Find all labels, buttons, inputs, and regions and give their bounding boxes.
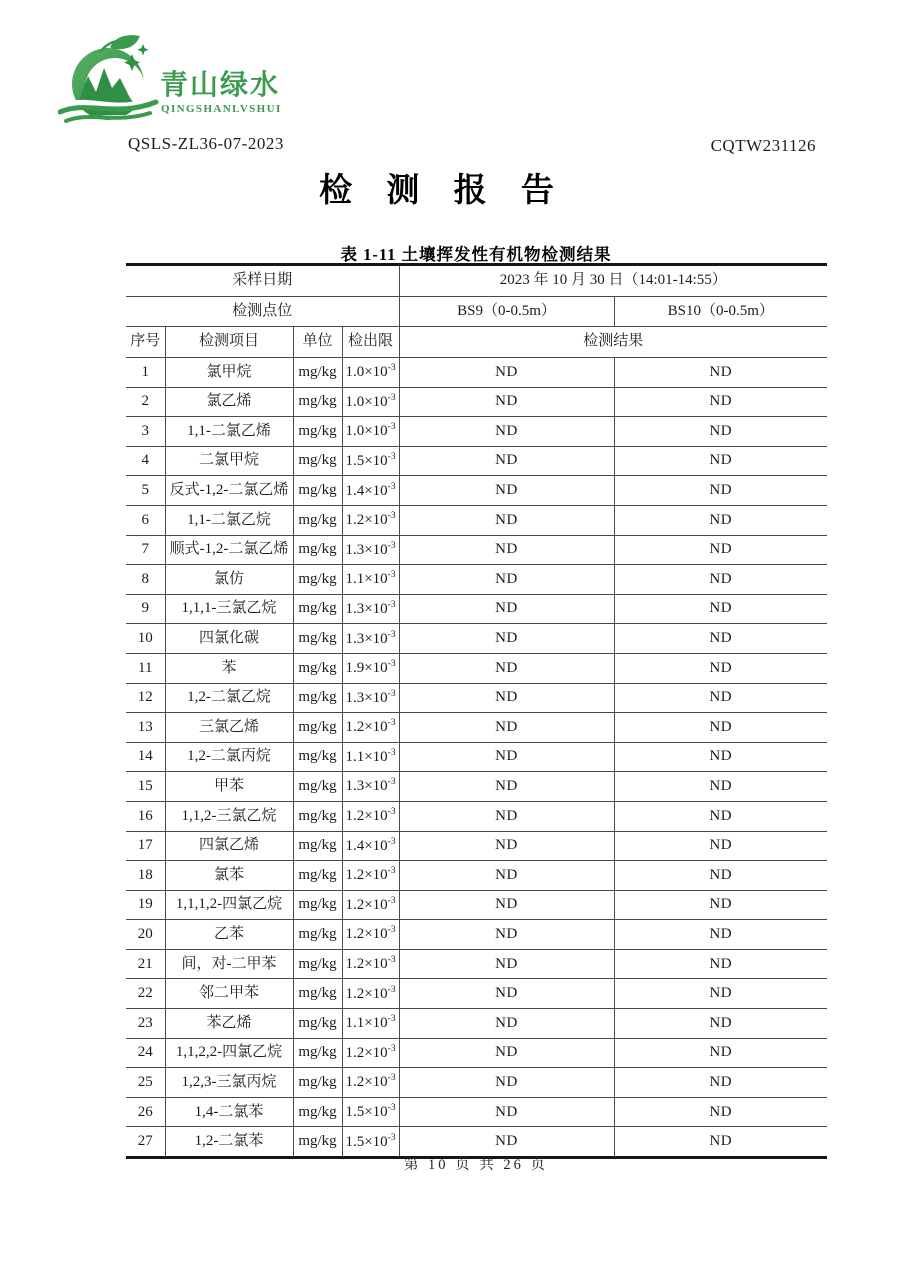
item-name: 1,2,3-三氯丙烷 [165, 1068, 293, 1098]
col-header-no: 序号 [126, 327, 165, 358]
detection-limit: $1.1\times 10^{-3}$ [342, 565, 399, 595]
item-name: 1,4-二氯苯 [165, 1097, 293, 1127]
detection-limit: $1.3\times 10^{-3}$ [342, 772, 399, 802]
location-bs10: BS10（0-0.5m） [614, 297, 827, 327]
row-index: 18 [126, 861, 165, 891]
table-row [126, 446, 827, 476]
table-row [126, 1068, 827, 1098]
unit: mg/kg [293, 949, 342, 979]
detection-limit: $1.2\times 10^{-3}$ [342, 979, 399, 1009]
row-index: 22 [126, 979, 165, 1009]
result-bs9: ND [399, 1097, 614, 1127]
row-index: 17 [126, 831, 165, 861]
result-bs10: ND [614, 594, 827, 624]
row-index: 9 [126, 594, 165, 624]
table-row [126, 1009, 827, 1039]
result-bs10: ND [614, 831, 827, 861]
row-index: 16 [126, 801, 165, 831]
detection-limit: $1.4\times 10^{-3}$ [342, 476, 399, 506]
page-title: 检 测 报 告 [319, 173, 567, 209]
page-footer: 第 10 页 共 26 页 [403, 1157, 549, 1173]
result-bs10: ND [614, 1097, 827, 1127]
item-name: 甲苯 [165, 772, 293, 802]
table-row [126, 683, 827, 713]
result-bs10: ND [614, 861, 827, 891]
location-row [126, 297, 827, 327]
result-bs10: ND [614, 713, 827, 743]
doc-code-right: CQTW231126 [710, 136, 816, 155]
result-bs10: ND [614, 565, 827, 595]
col-header-unit: 单位 [293, 327, 342, 358]
result-bs10: ND [614, 1009, 827, 1039]
detection-limit: $1.4\times 10^{-3}$ [342, 831, 399, 861]
result-bs9: ND [399, 535, 614, 565]
table-row [126, 801, 827, 831]
table-row [126, 594, 827, 624]
detection-limit: $1.2\times 10^{-3}$ [342, 949, 399, 979]
row-index: 12 [126, 683, 165, 713]
row-index: 20 [126, 920, 165, 950]
row-index: 8 [126, 565, 165, 595]
row-index: 7 [126, 535, 165, 565]
result-bs10: ND [614, 653, 827, 683]
result-bs9: ND [399, 772, 614, 802]
company-logo [58, 34, 318, 126]
result-bs9: ND [399, 920, 614, 950]
unit: mg/kg [293, 624, 342, 654]
unit: mg/kg [293, 920, 342, 950]
item-name: 苯 [165, 653, 293, 683]
results-table [126, 263, 827, 1159]
detection-limit: $1.9\times 10^{-3}$ [342, 653, 399, 683]
result-bs9: ND [399, 713, 614, 743]
detection-limit: $1.1\times 10^{-3}$ [342, 1009, 399, 1039]
item-name: 氯仿 [165, 565, 293, 595]
result-bs10: ND [614, 1127, 827, 1158]
unit: mg/kg [293, 476, 342, 506]
results-header [126, 265, 827, 358]
item-name: 氯乙烯 [165, 387, 293, 417]
result-bs10: ND [614, 920, 827, 950]
row-index: 23 [126, 1009, 165, 1039]
item-name: 氯甲烷 [165, 358, 293, 388]
unit: mg/kg [293, 831, 342, 861]
table-row [126, 949, 827, 979]
result-bs9: ND [399, 979, 614, 1009]
detection-limit: $1.0\times 10^{-3}$ [342, 387, 399, 417]
unit: mg/kg [293, 861, 342, 891]
detection-limit: $1.2\times 10^{-3}$ [342, 713, 399, 743]
table-row [126, 505, 827, 535]
result-bs10: ND [614, 742, 827, 772]
row-index: 21 [126, 949, 165, 979]
unit: mg/kg [293, 713, 342, 743]
table-row [126, 772, 827, 802]
result-bs9: ND [399, 831, 614, 861]
result-bs10: ND [614, 890, 827, 920]
unit: mg/kg [293, 387, 342, 417]
item-name: 间，对-二甲苯 [165, 949, 293, 979]
table-row [126, 476, 827, 506]
row-index: 3 [126, 417, 165, 447]
item-name: 1,1,2-三氯乙烷 [165, 801, 293, 831]
unit: mg/kg [293, 979, 342, 1009]
detection-limit: $1.0\times 10^{-3}$ [342, 417, 399, 447]
row-index: 15 [126, 772, 165, 802]
item-name: 反式-1,2-二氯乙烯 [165, 476, 293, 506]
row-index: 6 [126, 505, 165, 535]
item-name: 1,2-二氯苯 [165, 1127, 293, 1158]
location-bs9: BS9（0-0.5m） [399, 297, 614, 327]
row-index: 1 [126, 358, 165, 388]
detection-limit: $1.2\times 10^{-3}$ [342, 505, 399, 535]
detection-limit: $1.2\times 10^{-3}$ [342, 861, 399, 891]
company-name: 青山绿水 [160, 70, 281, 101]
star-icon [138, 44, 149, 56]
table-row [126, 387, 827, 417]
table-row [126, 358, 827, 388]
item-name: 1,1,1,2-四氯乙烷 [165, 890, 293, 920]
row-index: 13 [126, 713, 165, 743]
unit: mg/kg [293, 742, 342, 772]
item-name: 1,2-二氯乙烷 [165, 683, 293, 713]
result-bs9: ND [399, 949, 614, 979]
result-bs10: ND [614, 535, 827, 565]
detection-limit: $1.3\times 10^{-3}$ [342, 594, 399, 624]
result-bs9: ND [399, 742, 614, 772]
table-row [126, 920, 827, 950]
result-bs9: ND [399, 1009, 614, 1039]
unit: mg/kg [293, 1097, 342, 1127]
item-name: 邻二甲苯 [165, 979, 293, 1009]
result-bs9: ND [399, 565, 614, 595]
item-name: 二氯甲烷 [165, 446, 293, 476]
detection-limit: $1.3\times 10^{-3}$ [342, 683, 399, 713]
table-row [126, 890, 827, 920]
unit: mg/kg [293, 505, 342, 535]
result-bs10: ND [614, 387, 827, 417]
row-index: 19 [126, 890, 165, 920]
unit: mg/kg [293, 772, 342, 802]
table-row [126, 417, 827, 447]
sampling-date-row [126, 265, 827, 297]
unit: mg/kg [293, 446, 342, 476]
doc-code-left: QSLS-ZL36-07-2023 [128, 134, 284, 153]
result-bs9: ND [399, 594, 614, 624]
result-bs9: ND [399, 505, 614, 535]
item-name: 1,1,1-三氯乙烷 [165, 594, 293, 624]
location-label: 检测点位 [126, 297, 399, 327]
item-name: 1,1-二氯乙烯 [165, 417, 293, 447]
unit: mg/kg [293, 594, 342, 624]
unit: mg/kg [293, 417, 342, 447]
result-bs9: ND [399, 653, 614, 683]
row-index: 25 [126, 1068, 165, 1098]
detection-limit: $1.2\times 10^{-3}$ [342, 920, 399, 950]
unit: mg/kg [293, 1009, 342, 1039]
table-row [126, 565, 827, 595]
unit: mg/kg [293, 565, 342, 595]
result-bs10: ND [614, 358, 827, 388]
result-bs9: ND [399, 358, 614, 388]
result-bs10: ND [614, 1038, 827, 1068]
row-index: 2 [126, 387, 165, 417]
result-bs10: ND [614, 476, 827, 506]
detection-limit: $1.2\times 10^{-3}$ [342, 1038, 399, 1068]
row-index: 27 [126, 1127, 165, 1158]
result-bs9: ND [399, 1068, 614, 1098]
item-name: 四氯化碳 [165, 624, 293, 654]
detection-limit: $1.2\times 10^{-3}$ [342, 1068, 399, 1098]
unit: mg/kg [293, 890, 342, 920]
item-name: 苯乙烯 [165, 1009, 293, 1039]
row-index: 24 [126, 1038, 165, 1068]
result-bs9: ND [399, 801, 614, 831]
result-bs9: ND [399, 476, 614, 506]
table-row [126, 1097, 827, 1127]
result-bs10: ND [614, 624, 827, 654]
result-bs10: ND [614, 772, 827, 802]
col-header-result: 检测结果 [399, 327, 827, 358]
result-bs10: ND [614, 417, 827, 447]
detection-limit: $1.5\times 10^{-3}$ [342, 1127, 399, 1158]
table-row [126, 535, 827, 565]
item-name: 乙苯 [165, 920, 293, 950]
detection-limit: $1.2\times 10^{-3}$ [342, 890, 399, 920]
detection-limit: $1.5\times 10^{-3}$ [342, 1097, 399, 1127]
unit: mg/kg [293, 1038, 342, 1068]
detection-limit: $1.5\times 10^{-3}$ [342, 446, 399, 476]
results-body [126, 358, 827, 1158]
row-index: 10 [126, 624, 165, 654]
result-bs9: ND [399, 417, 614, 447]
unit: mg/kg [293, 1068, 342, 1098]
item-name: 1,1-二氯乙烷 [165, 505, 293, 535]
unit: mg/kg [293, 1127, 342, 1158]
detection-limit: $1.3\times 10^{-3}$ [342, 535, 399, 565]
result-bs10: ND [614, 979, 827, 1009]
result-bs10: ND [614, 446, 827, 476]
result-bs10: ND [614, 683, 827, 713]
result-bs10: ND [614, 1068, 827, 1098]
column-header-row [126, 327, 827, 358]
globe-mountain-icon [60, 35, 156, 121]
col-header-limit: 检出限 [342, 327, 399, 358]
result-bs9: ND [399, 387, 614, 417]
item-name: 1,2-二氯丙烷 [165, 742, 293, 772]
row-index: 5 [126, 476, 165, 506]
table-row [126, 742, 827, 772]
detection-limit: $1.0\times 10^{-3}$ [342, 358, 399, 388]
result-bs9: ND [399, 683, 614, 713]
result-bs10: ND [614, 801, 827, 831]
table-row [126, 1038, 827, 1068]
sampling-date-label: 采样日期 [126, 265, 399, 297]
table-row [126, 979, 827, 1009]
detection-limit: $1.1\times 10^{-3}$ [342, 742, 399, 772]
result-bs9: ND [399, 624, 614, 654]
row-index: 4 [126, 446, 165, 476]
result-bs10: ND [614, 505, 827, 535]
result-bs10: ND [614, 949, 827, 979]
item-name: 1,1,2,2-四氯乙烷 [165, 1038, 293, 1068]
item-name: 三氯乙烯 [165, 713, 293, 743]
table-row [126, 713, 827, 743]
results-table-wrap [126, 263, 827, 1159]
unit: mg/kg [293, 801, 342, 831]
table-row [126, 624, 827, 654]
result-bs9: ND [399, 446, 614, 476]
row-index: 11 [126, 653, 165, 683]
table-caption: 表 1-11 土壤挥发性有机物检测结果 [340, 245, 612, 264]
result-bs9: ND [399, 890, 614, 920]
detection-limit: $1.3\times 10^{-3}$ [342, 624, 399, 654]
table-row [126, 861, 827, 891]
item-name: 四氯乙烯 [165, 831, 293, 861]
row-index: 26 [126, 1097, 165, 1127]
unit: mg/kg [293, 653, 342, 683]
item-name: 顺式-1,2-二氯乙烯 [165, 535, 293, 565]
result-bs9: ND [399, 861, 614, 891]
table-row [126, 653, 827, 683]
sampling-date-value: 2023 年 10 月 30 日（14:01-14:55） [399, 265, 827, 297]
row-index: 14 [126, 742, 165, 772]
unit: mg/kg [293, 535, 342, 565]
result-bs9: ND [399, 1127, 614, 1158]
result-bs9: ND [399, 1038, 614, 1068]
unit: mg/kg [293, 358, 342, 388]
col-header-item: 检测项目 [165, 327, 293, 358]
detection-limit: $1.2\times 10^{-3}$ [342, 801, 399, 831]
doc-codes [0, 134, 900, 158]
item-name: 氯苯 [165, 861, 293, 891]
unit: mg/kg [293, 683, 342, 713]
company-name-pinyin: QINGSHANLVSHUI [161, 103, 282, 115]
table-row [126, 831, 827, 861]
